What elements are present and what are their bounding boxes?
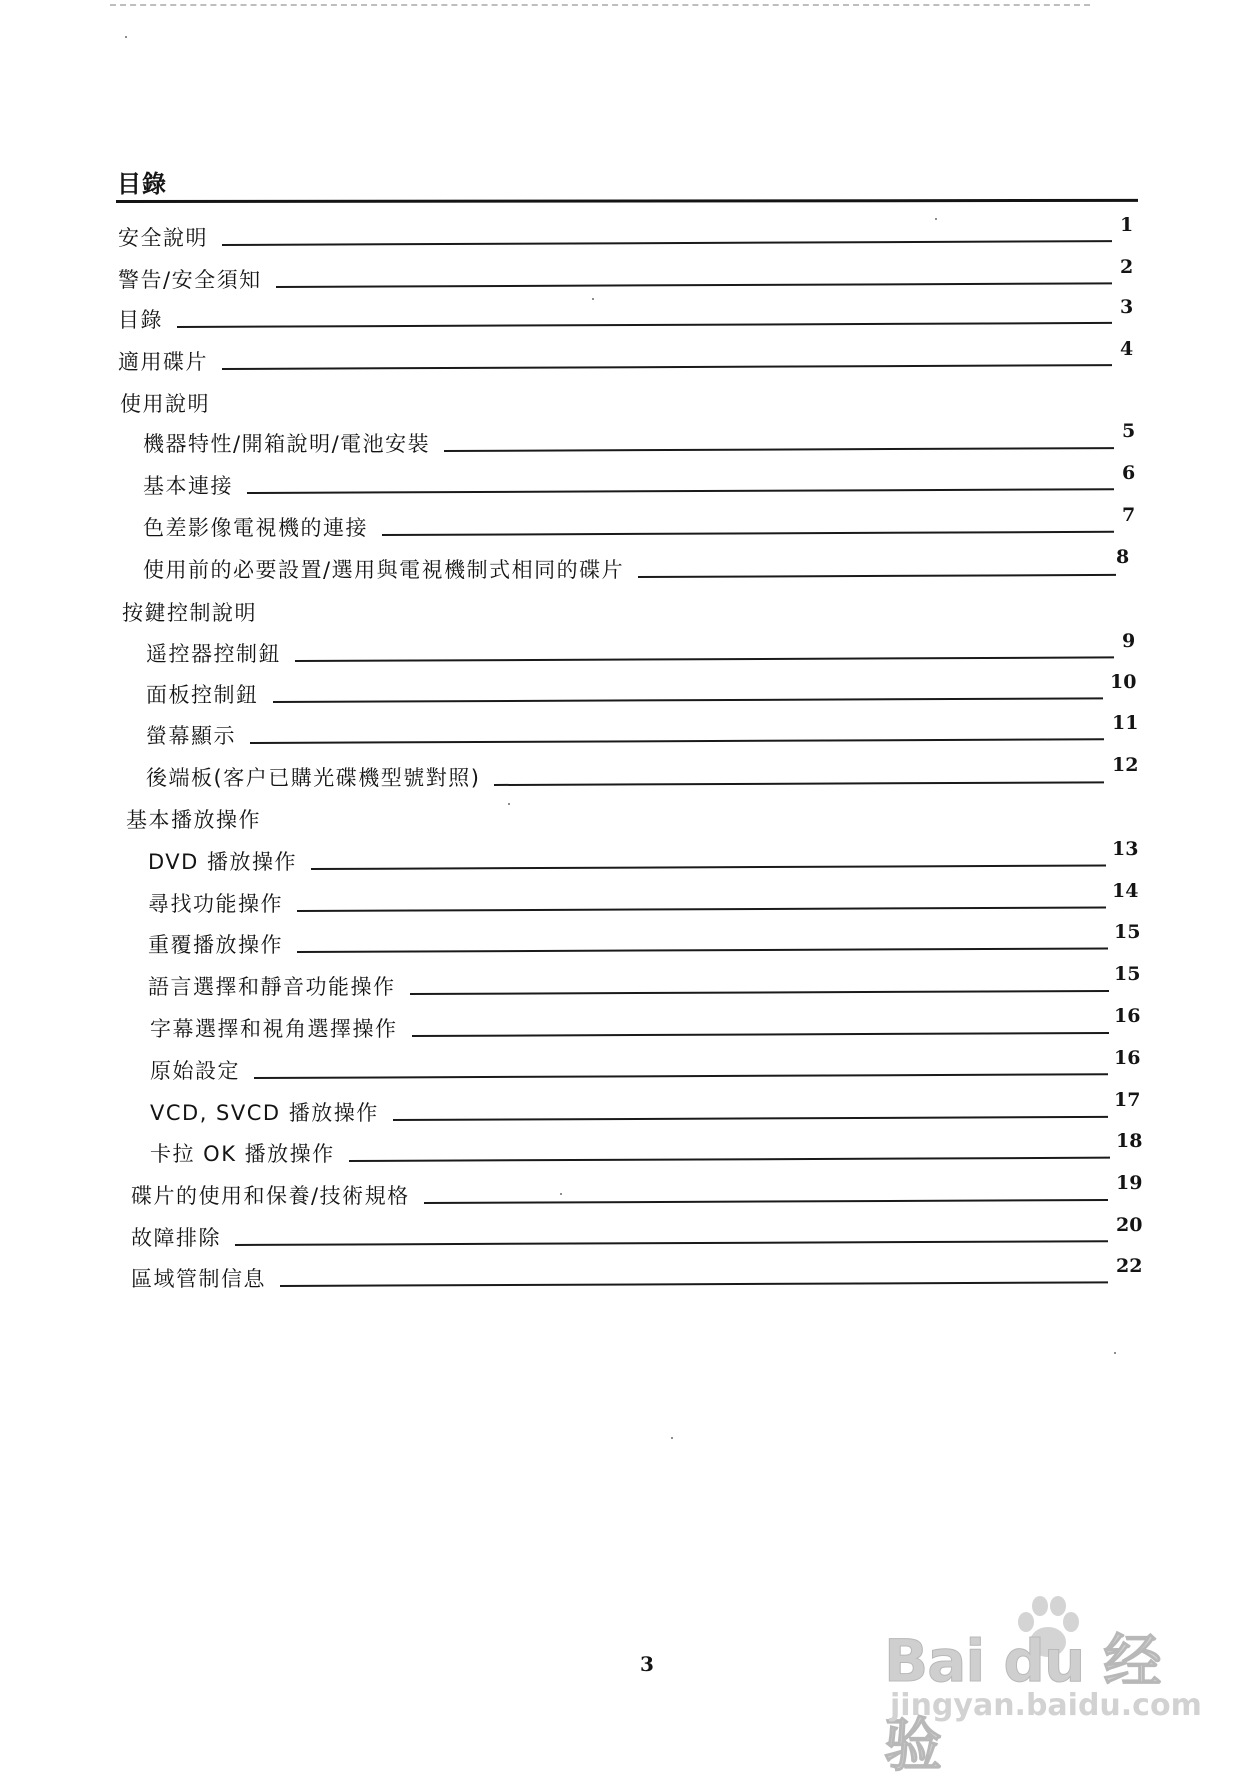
- toc-leader-line: [276, 282, 1112, 288]
- toc-leader-line: [424, 1199, 1108, 1204]
- page-number: 3: [640, 1652, 654, 1676]
- toc-entry-label: 按鍵控制說明: [122, 601, 257, 625]
- toc-entry-label: 尋找功能操作: [148, 892, 283, 916]
- scan-speck: [560, 1193, 562, 1195]
- toc-entry-label: 遥控器控制鈕: [146, 642, 281, 666]
- toc-entry: [143, 546, 1140, 586]
- toc-entry-label: 基本播放操作: [126, 808, 261, 832]
- toc-leader-line: [393, 1116, 1108, 1121]
- toc-entry-page: 10: [1110, 671, 1137, 693]
- toc-entry: [150, 1089, 1141, 1129]
- toc-entry-label: 後端板(客户已購光碟機型號對照): [146, 766, 481, 790]
- toc-entry-label: 目錄: [118, 308, 163, 332]
- toc-entry-label: 碟片的使用和保養/技術規格: [131, 1184, 410, 1208]
- toc-entry: [148, 880, 1140, 920]
- toc-entry: [118, 296, 1140, 336]
- toc-entry: [143, 504, 1140, 544]
- watermark-logo: Bai du 经验: [884, 1627, 1161, 1779]
- toc-entry-label: 語言選擇和靜音功能操作: [148, 975, 396, 999]
- toc-leader-line: [409, 990, 1108, 995]
- toc-leader-line: [177, 322, 1112, 328]
- toc-leader-line: [411, 1032, 1108, 1037]
- toc-leader-line: [222, 240, 1112, 246]
- toc-entry: [146, 671, 1140, 711]
- toc-entry-page: 18: [1116, 1130, 1143, 1152]
- toc-leader-line: [222, 364, 1112, 370]
- toc-entry-label: 安全說明: [118, 226, 208, 250]
- toc-entry-label: 面板控制鈕: [146, 683, 259, 707]
- toc-entry: [122, 595, 1140, 629]
- toc-entry-label: VCD, SVCD 播放操作: [150, 1101, 379, 1125]
- toc-entry: [148, 921, 1141, 961]
- toc-leader-line: [295, 656, 1114, 662]
- scan-speck: [671, 1437, 673, 1439]
- heading-rule: [116, 199, 1138, 203]
- watermark: [880, 1590, 1202, 1779]
- toc-entry: [131, 1172, 1143, 1212]
- toc-leader-line: [254, 1073, 1108, 1079]
- toc-entry-page: 1: [1120, 214, 1134, 236]
- toc-entry: [150, 1047, 1141, 1087]
- toc-entry: [146, 712, 1140, 752]
- scan-speck: [592, 298, 594, 300]
- toc-entry: [131, 1214, 1143, 1254]
- toc-entry-label: DVD 播放操作: [148, 850, 298, 874]
- toc-entry-page: 15: [1114, 963, 1141, 985]
- toc-entry-label: 原始設定: [150, 1059, 240, 1083]
- toc-entry: [143, 420, 1140, 460]
- watermark-url: jingyan.baidu.com: [890, 1688, 1202, 1723]
- toc-entry-label: 故障排除: [131, 1226, 221, 1250]
- scan-speck: [125, 36, 127, 38]
- toc-entry-page: 14: [1112, 880, 1139, 902]
- toc-entry: [118, 214, 1140, 254]
- toc-entry-label: 色差影像電視機的連接: [143, 516, 368, 540]
- toc-entry-label: 重覆播放操作: [148, 933, 283, 957]
- toc-entry-label: 使用說明: [120, 392, 210, 416]
- toc-entry-label: 警告/安全須知: [118, 268, 262, 292]
- toc-leader-line: [382, 531, 1114, 536]
- toc-entry-label: 機器特性/開箱說明/電池安裝: [143, 432, 431, 456]
- toc-entry: [126, 802, 1140, 836]
- toc-entry-page: 8: [1116, 546, 1130, 568]
- toc-entry-page: 22: [1116, 1255, 1143, 1277]
- page-title: 目錄: [117, 170, 167, 198]
- toc-entry-page: 12: [1112, 754, 1139, 776]
- toc-entry-label: 字幕選擇和視角選擇操作: [150, 1017, 398, 1041]
- toc-entry-page: 13: [1112, 838, 1139, 860]
- toc-leader-line: [494, 781, 1104, 786]
- toc-entry-label: 區域管制信息: [131, 1267, 266, 1291]
- toc-leader-line: [272, 697, 1102, 703]
- toc-entry-page: 9: [1122, 630, 1136, 652]
- scan-edge-artifact: [110, 4, 1090, 9]
- toc-entry-label: 使用前的必要設置/選用與電視機制式相同的碟片: [143, 558, 625, 582]
- toc-entry-page: 15: [1114, 921, 1141, 943]
- toc-entry-page: 16: [1114, 1005, 1141, 1027]
- scan-speck: [508, 803, 510, 805]
- toc-entry-page: 7: [1122, 504, 1136, 526]
- toc-leader-line: [638, 574, 1116, 578]
- toc-entry: [143, 462, 1140, 502]
- toc-entry: [118, 256, 1140, 296]
- toc-leader-line: [297, 947, 1108, 953]
- toc-leader-line: [250, 738, 1104, 744]
- toc-entry-page: 6: [1122, 462, 1136, 484]
- toc-entry-page: 16: [1114, 1047, 1141, 1069]
- toc-entry: [118, 338, 1140, 378]
- toc-entry: [150, 1130, 1143, 1170]
- toc-entry-page: 3: [1120, 296, 1134, 318]
- toc-leader-line: [235, 1240, 1108, 1246]
- scan-speck: [1114, 1352, 1116, 1354]
- toc-entry-page: 20: [1116, 1214, 1143, 1236]
- toc-entry-page: 5: [1122, 420, 1136, 442]
- toc-leader-line: [311, 865, 1106, 870]
- toc-leader-line: [444, 447, 1114, 452]
- toc-entry: [120, 386, 1140, 420]
- toc-entry: [146, 630, 1140, 670]
- toc-entry: [148, 963, 1141, 1003]
- toc-entry-page: 19: [1116, 1172, 1143, 1194]
- toc-entry-label: 適用碟片: [118, 350, 208, 374]
- toc-entry: [150, 1005, 1141, 1045]
- toc-entry-page: 11: [1112, 712, 1139, 734]
- toc-entry: [131, 1255, 1143, 1295]
- toc-entry: [146, 754, 1140, 794]
- toc-leader-line: [280, 1281, 1108, 1287]
- toc-entry-label: 卡拉 OK 播放操作: [150, 1142, 335, 1166]
- toc-leader-line: [247, 488, 1114, 494]
- toc-leader-line: [297, 906, 1106, 912]
- toc-entry-label: 螢幕顯示: [146, 724, 236, 748]
- toc-entry-page: 2: [1120, 256, 1134, 278]
- toc-entry-page: 4: [1120, 338, 1134, 360]
- toc-entry-label: 基本連接: [143, 474, 233, 498]
- toc-entry: [148, 838, 1140, 878]
- scan-speck: [935, 218, 937, 220]
- toc-entry-page: 17: [1114, 1089, 1141, 1111]
- toc-leader-line: [349, 1157, 1110, 1162]
